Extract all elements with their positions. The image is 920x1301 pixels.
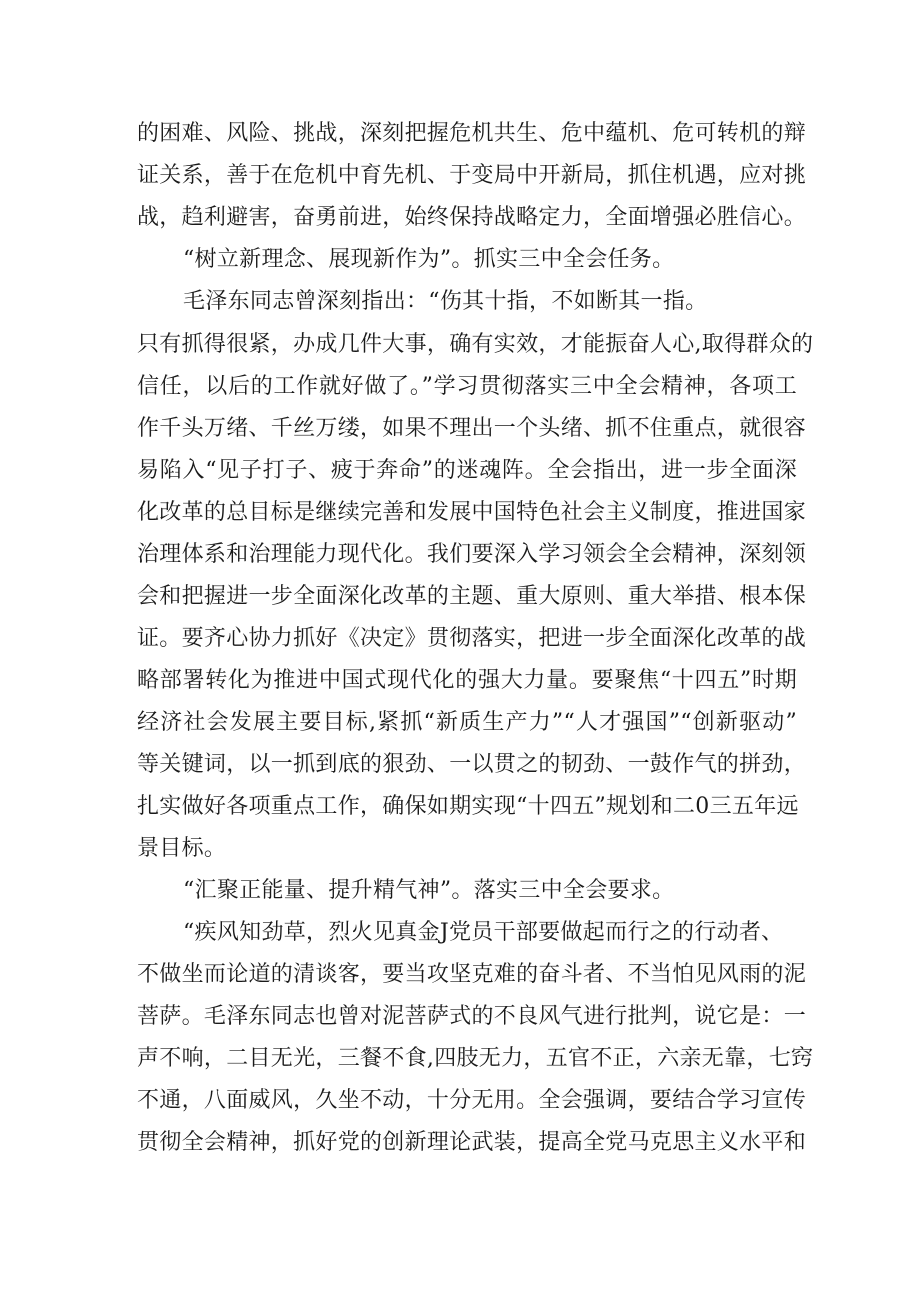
text-line: 证。要齐心协力抓好《决定》贯彻落实，把进一步全面深化改革的战 [137, 626, 807, 651]
text-line: 扎实做好各项重点工作，确保如期实现“十四五”规划和二0三五年远 [137, 794, 799, 819]
text-line: 贯彻全会精神，抓好党的创新理论武装，提高全党马克思主义水平和 [137, 1130, 807, 1155]
text-line: 证关系，善于在危机中育先机、于变局中开新局，抓住机遇，应对挑 [137, 163, 807, 188]
text-line: 化改革的总目标是继续完善和发展中国特色社会主义制度，推进国家 [137, 500, 807, 525]
paragraph-start: 毛泽东同志曾深刻指出：“伤其十指，不如断其一指。 [183, 289, 708, 314]
text-line: 会和把握进一步全面深化改革的主题、重大原则、重大举措、根本保 [137, 584, 807, 609]
text-line: 不通，八面威风，久坐不动，十分无用。全会强调，要结合学习宣传 [137, 1088, 807, 1113]
text-line: 等关键词，以一抓到底的狠劲、一以贯之的韧劲、一鼓作气的拼劲， [137, 752, 807, 777]
text-line: 作千头万绪、千丝万缕，如果不理出一个头绪、抓不住重点，就很容 [137, 416, 807, 441]
text-line: 景目标。 [137, 836, 227, 861]
text-line: 易陷入“见子打子、疲于奔命”的迷魂阵。全会指出，进一步全面深 [137, 458, 797, 483]
text-line: 战，趋利避害，奋勇前进，始终保持战略定力，全面增强必胜信心。 [137, 205, 807, 230]
text-line: 只有抓得很紧，办成几件大事，确有实效，才能振奋人心,取得群众的 [137, 332, 814, 357]
text-line: 的困难、风险、挑战，深刻把握危机共生、危中蕴机、危可转机的辩 [137, 121, 807, 146]
paragraph-start: “疾风知劲草，烈火见真金J党员干部要做起而行之的行动者、 [183, 920, 784, 945]
text-line: 声不响，二目无光，三餐不食,四肢无力，五官不正，六亲无靠，七窍 [137, 1046, 814, 1071]
section-heading: “汇聚正能量、提升精气神”。落实三中全会要求。 [183, 878, 675, 903]
text-line: 治理体系和治理能力现代化。我们要深入学习领会全会精神，深刻领 [137, 542, 807, 567]
text-line: 信任，以后的工作就好做了。”学习贯彻落实三中全会精神，各项工 [137, 374, 797, 399]
text-line: 经济社会发展主要目标,紧抓“新质生产力”“人才强国”“创新驱动” [137, 710, 797, 735]
text-line: 略部署转化为推进中国式现代化的强大力量。要聚焦“十四五”时期 [137, 668, 797, 693]
section-heading: “树立新理念、展现新作为”。抓实三中全会任务。 [183, 247, 675, 272]
text-line: 菩萨。毛泽东同志也曾对泥菩萨式的不良风气进行批判，说它是：一 [137, 1004, 807, 1029]
text-line: 不做坐而论道的清谈客，要当攻坚克难的奋斗者、不当怕见风雨的泥 [137, 962, 807, 987]
